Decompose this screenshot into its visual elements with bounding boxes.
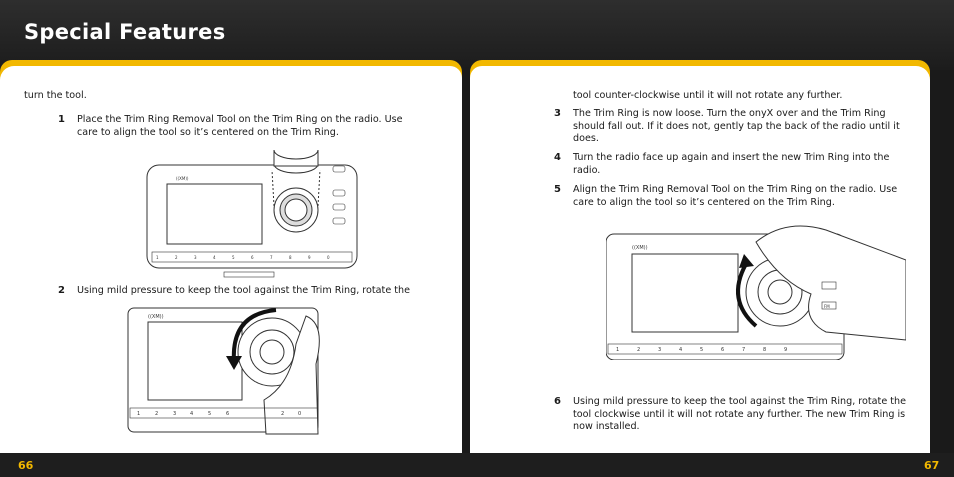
left-page-number: 66 xyxy=(18,459,34,472)
svg-text:9: 9 xyxy=(784,347,788,353)
step-1-number: 1 xyxy=(58,114,65,125)
fig2-brand-logo: ((XM)) xyxy=(148,314,164,320)
right-intro-text: tool counter-clockwise until it will not rotate any further. xyxy=(573,90,843,101)
step-1-text: Place the Trim Ring Removal Tool on the Trim Ring on the radio. Use care to align the tool so it’s centered on the Trim Ring. xyxy=(77,114,403,138)
svg-text:3: 3 xyxy=(173,411,177,417)
svg-text:4: 4 xyxy=(679,347,683,353)
svg-text:4: 4 xyxy=(213,255,216,260)
figure-rotate-counterclockwise xyxy=(126,304,322,436)
svg-text:0: 0 xyxy=(327,255,330,260)
svg-text:1: 1 xyxy=(616,347,620,353)
fig1-brand-logo: ((XM)) xyxy=(176,176,189,181)
svg-text:5: 5 xyxy=(232,255,235,260)
step-4-text: Turn the radio face up again and insert the new Trim Ring into the radio. xyxy=(573,152,890,176)
footer-bar xyxy=(0,453,954,477)
step-6-number: 6 xyxy=(554,396,561,407)
svg-text:2: 2 xyxy=(155,411,159,417)
step-2-number: 2 xyxy=(58,285,65,296)
svg-text:6: 6 xyxy=(251,255,254,260)
step-5-number: 5 xyxy=(554,184,561,195)
fm-label: FM xyxy=(824,304,830,309)
svg-text:0: 0 xyxy=(298,411,302,417)
svg-text:2: 2 xyxy=(281,411,285,417)
step-2-text: Using mild pressure to keep the tool against the Trim Ring, rotate the xyxy=(77,285,411,296)
step-3-number: 3 xyxy=(554,108,561,119)
svg-text:8: 8 xyxy=(289,255,292,260)
svg-text:7: 7 xyxy=(270,255,273,260)
left-intro-text: turn the tool. xyxy=(24,90,87,101)
step-3-text: The Trim Ring is now loose. Turn the onyX over and the Trim Ring should fall out. If it does not, gently tap the back of the radio until it does. xyxy=(573,108,900,144)
svg-text:9: 9 xyxy=(308,255,311,260)
step-5-text: Align the Trim Ring Removal Tool on the Trim Ring on the radio. Use care to align the tool so it’s centered on the Trim Ring. xyxy=(573,184,898,208)
right-page-number: 67 xyxy=(924,459,940,472)
figure-tool-on-radio xyxy=(142,150,364,280)
figure-rotate-clockwise xyxy=(606,220,906,360)
svg-text:6: 6 xyxy=(226,411,230,417)
left-page xyxy=(0,66,462,453)
svg-text:3: 3 xyxy=(194,255,197,260)
step-6-text: Using mild pressure to keep the tool against the Trim Ring, rotate the tool clockwise until it will not rotate any further. The new Trim Ring is now installed. xyxy=(573,396,907,432)
right-page xyxy=(470,66,930,453)
svg-text:3: 3 xyxy=(658,347,662,353)
fig3-brand-logo: ((XM)) xyxy=(632,245,648,251)
step-4-number: 4 xyxy=(554,152,561,163)
svg-text:6: 6 xyxy=(721,347,725,353)
svg-text:1: 1 xyxy=(156,255,159,260)
svg-text:5: 5 xyxy=(208,411,212,417)
svg-text:1: 1 xyxy=(137,411,141,417)
svg-text:7: 7 xyxy=(742,347,746,353)
svg-text:2: 2 xyxy=(175,255,178,260)
page-title: Special Features xyxy=(24,20,226,44)
svg-text:2: 2 xyxy=(637,347,641,353)
svg-text:8: 8 xyxy=(763,347,767,353)
svg-text:5: 5 xyxy=(700,347,704,353)
svg-text:4: 4 xyxy=(190,411,194,417)
